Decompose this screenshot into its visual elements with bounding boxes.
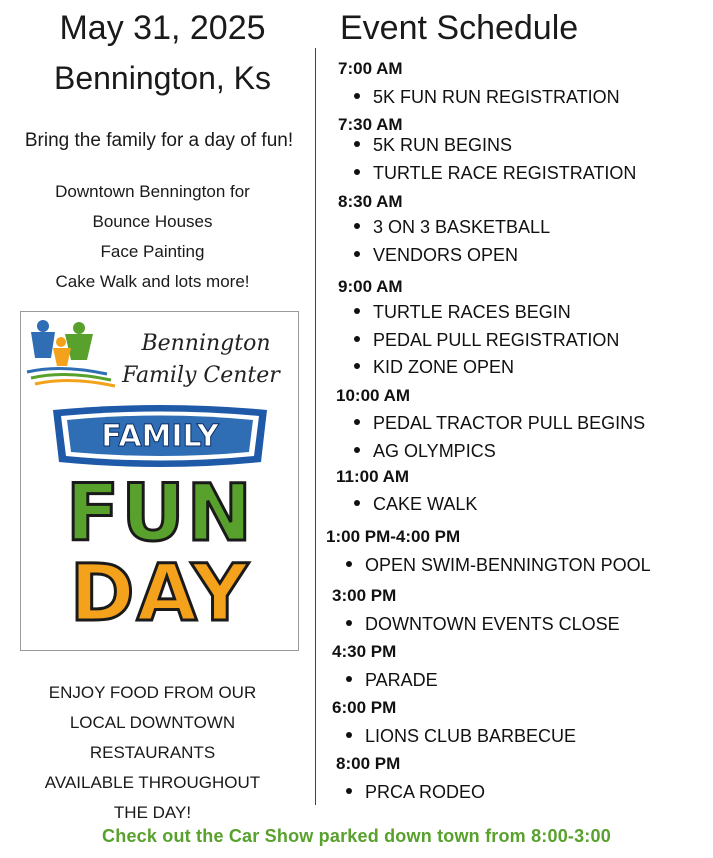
- schedule-time: 7:30 AM: [338, 115, 403, 134]
- schedule-item: PEDAL TRACTOR PULL BEGINS: [354, 413, 645, 434]
- schedule-title: Event Schedule: [340, 9, 579, 47]
- schedule-time: 3:00 PM: [332, 586, 397, 605]
- bullet-icon: [354, 336, 360, 342]
- logo-org-line1: Bennington: [141, 331, 271, 356]
- column-divider: [315, 48, 316, 805]
- schedule-item: TURTLE RACE REGISTRATION: [354, 163, 636, 184]
- bullet-icon: [346, 732, 352, 738]
- bullet-icon: [354, 141, 360, 147]
- schedule-item: KID ZONE OPEN: [354, 357, 514, 378]
- schedule-time: 6:00 PM: [332, 698, 397, 717]
- bullet-icon: [354, 93, 360, 99]
- logo-banner-text: FAMILY: [101, 419, 219, 454]
- bullet-icon: [346, 788, 352, 794]
- tagline: Bring the family for a day of fun!: [24, 130, 294, 151]
- bullet-icon: [354, 447, 360, 453]
- bullet-icon: [354, 308, 360, 314]
- event-date: May 31, 2025: [59, 9, 266, 47]
- bullet-icon: [346, 676, 352, 682]
- event-town: Bennington, Ks: [53, 60, 272, 96]
- food-line: ENJOY FOOD FROM OUR: [48, 683, 257, 702]
- schedule-item: TURTLE RACES BEGIN: [354, 302, 571, 323]
- schedule-item: DOWNTOWN EVENTS CLOSE: [346, 614, 620, 635]
- schedule-item: 5K RUN BEGINS: [354, 135, 512, 156]
- schedule-time: 4:30 PM: [332, 642, 397, 661]
- bullet-icon: [346, 620, 352, 626]
- family-fun-day-logo: [20, 311, 299, 651]
- schedule-item: LIONS CLUB BARBECUE: [346, 726, 576, 747]
- schedule-time: 9:00 AM: [338, 277, 403, 296]
- car-show-notice: Check out the Car Show parked down town from 8:00-3:00: [102, 826, 611, 846]
- schedule-item: AG OLYMPICS: [354, 441, 496, 462]
- food-line: THE DAY!: [113, 803, 192, 822]
- schedule-item: PARADE: [346, 670, 438, 691]
- schedule-time: 8:00 PM: [336, 754, 401, 773]
- food-notice: [15, 678, 290, 828]
- schedule-time: 1:00 PM-4:00 PM: [326, 527, 461, 546]
- downtown-line: Cake Walk and lots more!: [55, 272, 250, 291]
- bullet-icon: [354, 500, 360, 506]
- schedule-item: OPEN SWIM-BENNINGTON POOL: [346, 555, 651, 576]
- food-line: AVAILABLE THROUGHOUT: [44, 773, 261, 792]
- logo-org-line2: Family Center: [122, 363, 280, 388]
- bullet-icon: [354, 419, 360, 425]
- schedule-time: 8:30 AM: [338, 192, 403, 211]
- logo-fun-text: FUN: [66, 469, 254, 559]
- schedule-time: 10:00 AM: [336, 386, 411, 405]
- schedule-item: PEDAL PULL REGISTRATION: [354, 330, 619, 351]
- schedule-time: 7:00 AM: [338, 59, 403, 78]
- downtown-line: Face Painting: [100, 242, 205, 261]
- schedule-item: VENDORS OPEN: [354, 245, 518, 266]
- food-line: RESTAURANTS: [89, 743, 216, 762]
- schedule-item: 5K FUN RUN REGISTRATION: [354, 87, 620, 108]
- schedule-item: 3 ON 3 BASKETBALL: [354, 217, 550, 238]
- bullet-icon: [354, 363, 360, 369]
- schedule-item: CAKE WALK: [354, 494, 477, 515]
- food-line: LOCAL DOWNTOWN: [69, 713, 236, 732]
- schedule-time: 11:00 AM: [336, 467, 410, 486]
- bullet-icon: [346, 561, 352, 567]
- downtown-line: Bounce Houses: [92, 212, 213, 231]
- downtown-activities: [10, 177, 295, 297]
- bullet-icon: [354, 223, 360, 229]
- bullet-icon: [354, 251, 360, 257]
- family-people-icon: [27, 320, 115, 386]
- logo-day-text: DAY: [69, 549, 251, 639]
- logo-graphic: [21, 312, 298, 650]
- schedule-item: PRCA RODEO: [346, 782, 485, 803]
- downtown-line: Downtown Bennington for: [55, 182, 250, 201]
- bullet-icon: [354, 169, 360, 175]
